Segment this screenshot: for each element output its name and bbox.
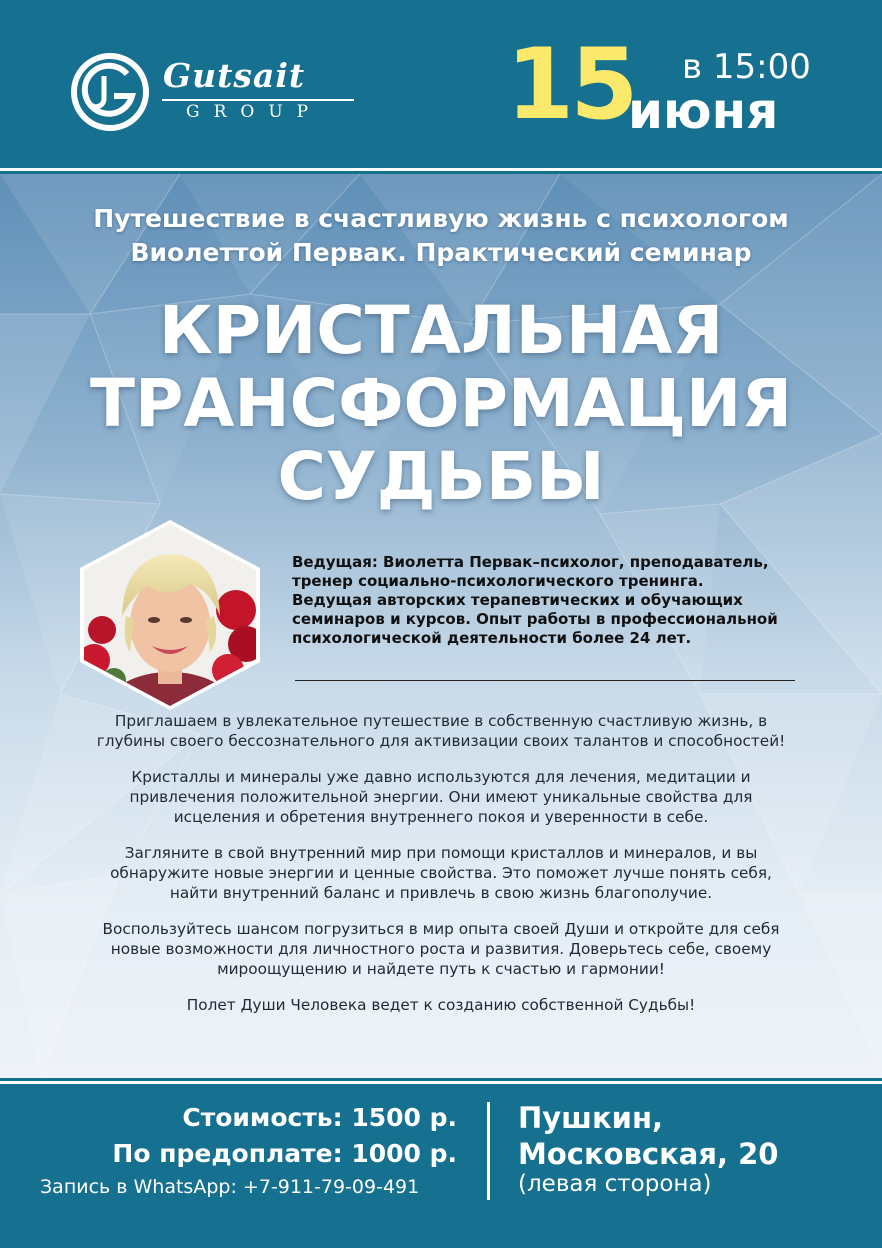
paragraph-invitation: [40, 711, 842, 751]
host-photo: [78, 520, 262, 710]
paragraph-inner-world: [40, 843, 842, 903]
subtitle-line: Путешествие в счастливую жизнь с психологом: [93, 204, 789, 233]
text-line: глубины своего бессознательного для активизации своих талантов и способностей!: [96, 732, 786, 750]
text-line: Загляните в свой внутренний мир при помощи кристаллов и минералов, и вы: [124, 844, 758, 862]
gutsait-logo: [70, 52, 370, 136]
title-line: КРИСТАЛЬНАЯ: [158, 292, 724, 369]
footer-separator: [487, 1102, 490, 1200]
price-full: Стоимость: 1500 р.: [182, 1103, 457, 1132]
whatsapp-contact: Запись в WhatsApp: +7-911-79-09-491: [40, 1176, 420, 1198]
gutsait-emblem-icon: [70, 52, 154, 136]
event-day: 15: [506, 28, 635, 142]
subtitle-line: Виолеттой Первак. Практический семинар: [130, 238, 752, 267]
event-subtitle: [20, 202, 862, 270]
host-line: тренер социально-психологического тренинга.: [292, 572, 704, 590]
host-line: Ведущая: Виолетта Первак–психолог, преподаватель,: [292, 553, 769, 571]
text-line: Приглашаем в увлекательное путешествие в собственную счастливую жизнь, в: [114, 712, 768, 730]
venue-street: Московская, 20: [518, 1137, 779, 1171]
text-line: исцеления и обретения внутреннего покоя и уверенности в себе.: [173, 808, 709, 826]
footer-divider: [0, 1078, 882, 1081]
paragraph-crystals: [40, 767, 842, 827]
paragraph-closing: [40, 995, 842, 1015]
venue-note: (левая сторона): [518, 1171, 712, 1197]
paragraph-opportunity: [40, 919, 842, 979]
logo-name: Gutsait: [163, 56, 306, 95]
price-prepay: По предоплате: 1000 р.: [112, 1139, 457, 1168]
host-line: Ведущая авторских терапевтических и обучающих: [292, 591, 743, 609]
text-line: Кристаллы и минералы уже давно используются для лечения, медитации и: [131, 768, 751, 786]
section-divider: [295, 680, 795, 681]
text-line: найти внутренний баланс и привлечь в свою жизнь благополучие.: [169, 884, 713, 902]
venue-city: Пушкин,: [518, 1101, 664, 1135]
header-divider: [0, 171, 882, 174]
text-line: новые возможности для личностного роста и развития. Доверьтесь себе, своему: [110, 940, 772, 958]
pricing: [112, 1100, 457, 1172]
logo-rule: [162, 99, 354, 101]
venue-address: [518, 1100, 778, 1172]
title-line: СУДЬБЫ: [277, 438, 605, 515]
event-time: в 15:00: [682, 47, 811, 87]
host-line: семинаров и курсов. Опыт работы в профессиональной: [292, 610, 778, 628]
text-line: Воспользуйтесь шансом погрузиться в мир опыта своей Души и откройте для себя: [102, 920, 780, 938]
header-bar: [0, 0, 882, 168]
host-line: психологической деятельности более 24 лет.: [292, 629, 692, 647]
event-title: [0, 294, 882, 513]
text-line: Полет Души Человека ведет к созданию собственной Судьбы!: [186, 996, 696, 1014]
text-line: обнаружите новые энергии и ценные свойства. Это поможет лучше понять себя,: [110, 864, 772, 882]
logo-group: GROUP: [186, 102, 323, 122]
text-line: мироощущению и найдете путь к счастью и гармонии!: [217, 960, 665, 978]
host-description: [292, 553, 812, 648]
title-line: ТРАНСФОРМАЦИЯ: [89, 365, 793, 442]
event-description: [40, 711, 842, 1031]
event-month: июня: [628, 82, 779, 140]
text-line: привлечения положительной энергии. Они имеют уникальные свойства для: [129, 788, 753, 806]
